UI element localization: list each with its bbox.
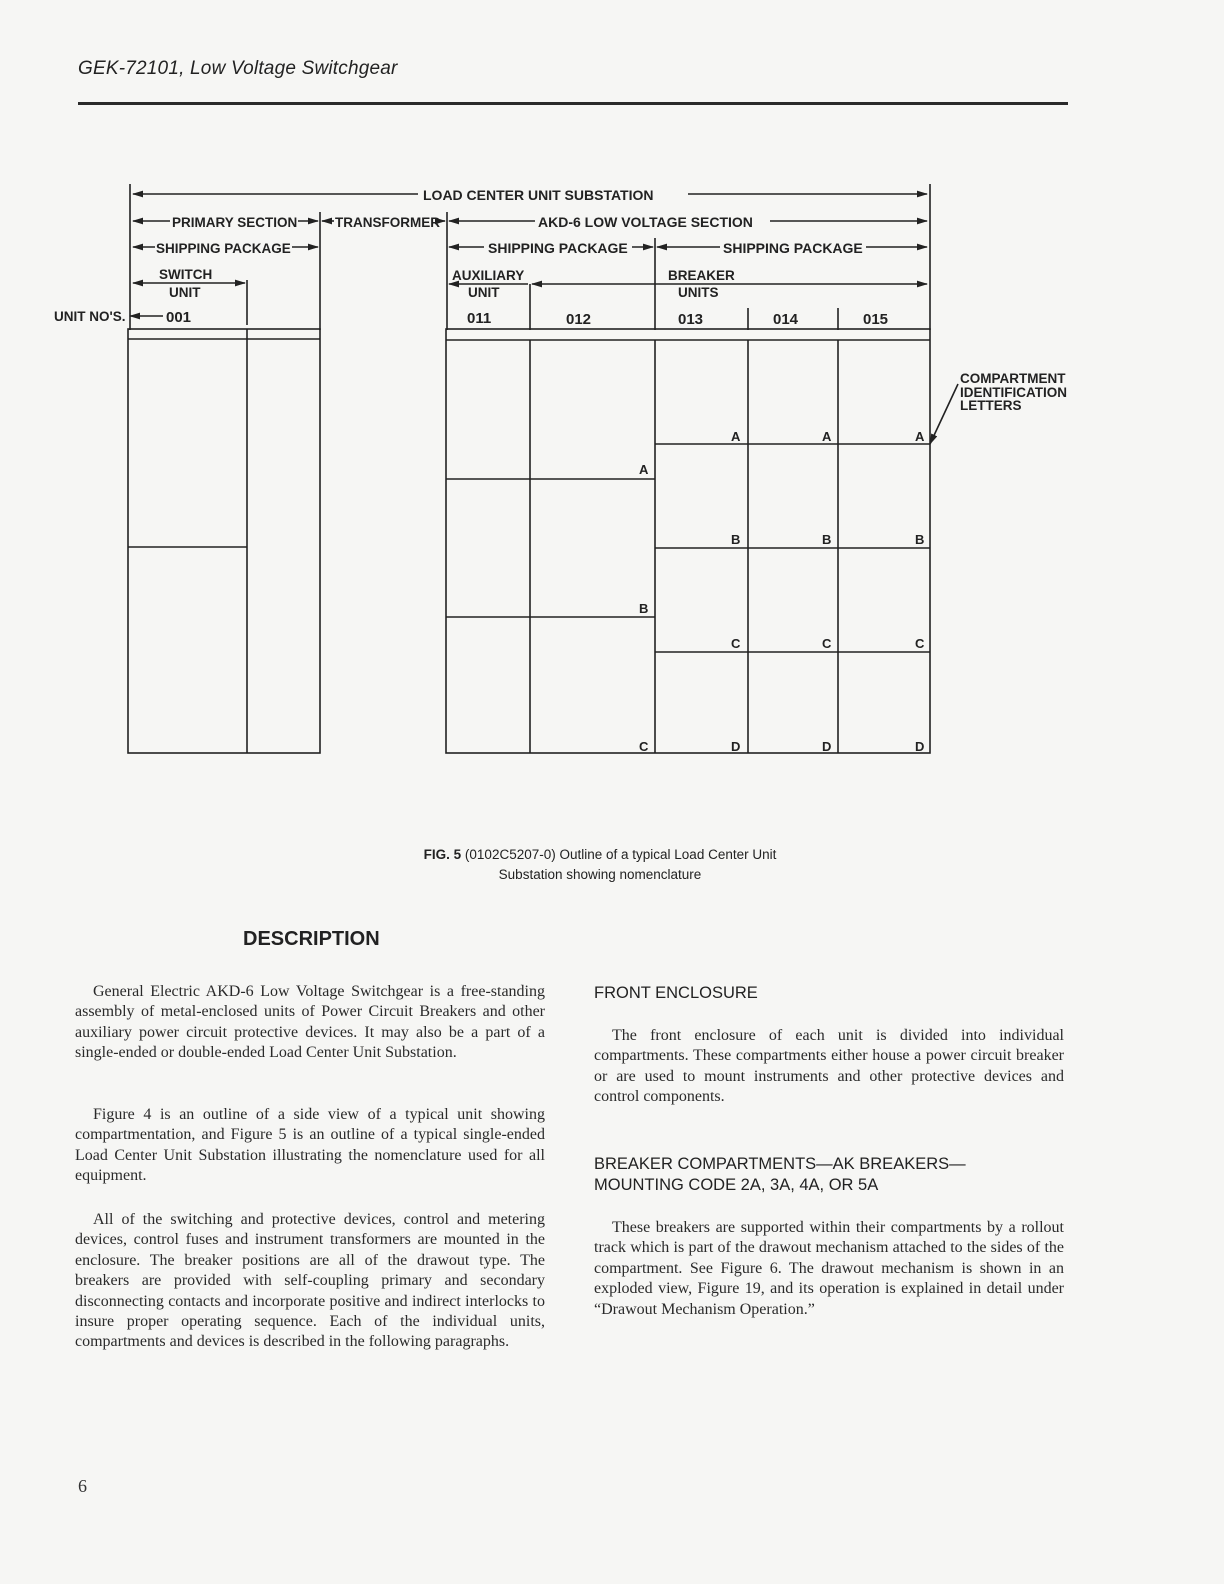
unit-nos-label: UNIT NO'S. <box>54 309 126 324</box>
primary-section-label: PRIMARY SECTION <box>172 215 298 230</box>
unit-no-011: 011 <box>467 310 492 327</box>
description-paragraph-1: General Electric AKD-6 Low Voltage Switchgear is a free-standing assembly of metal-enclosed units of Power Circuit Breakers and other auxiliary power circuit protective devices. It may also be a part of a single-ended or double-ended Load Center Unit Substation. <box>75 983 545 1062</box>
unit-no-012: 012 <box>566 311 592 328</box>
shipping-package-label-3: SHIPPING PACKAGE <box>723 240 863 256</box>
breaker-units-label-2: UNITS <box>678 285 719 300</box>
compartment-letter: C <box>731 636 741 651</box>
switch-unit-label-2: UNIT <box>169 285 201 300</box>
unit-no-014: 014 <box>773 311 799 328</box>
compartment-letter: C <box>639 739 649 754</box>
breaker-compartments-heading: BREAKER COMPARTMENTS—AK BREAKERS— MOUNTING CODE 2A, 3A, 4A, OR 5A <box>594 1155 966 1194</box>
breaker-units-label-1: BREAKER <box>668 268 735 283</box>
compartment-letter: C <box>822 636 832 651</box>
compartment-letter: A <box>639 462 649 477</box>
shipping-package-label-1: SHIPPING PACKAGE <box>156 241 291 256</box>
compartment-letter: A <box>731 429 741 444</box>
figure-caption <box>300 845 900 885</box>
description-paragraph-2: Figure 4 is an outline of a side view of a typical unit showing compartmentation, and Figure 5 is an outline of a typical single-ended Load Center Unit Substation illustrating the nomenclature used for all equipment. <box>75 1106 545 1185</box>
akd6-section-label: AKD-6 LOW VOLTAGE SECTION <box>538 214 753 230</box>
breaker-compartments-paragraph: These breakers are supported within their compartments by a rollout track which is part of the drawout mechanism attached to the sides of the compartment. See Figure 6. The drawout mechanism is shown in an exploded view, Figure 19, and its operation is explained in detail under “Drawout Mechanism Operation.” <box>594 1219 1064 1318</box>
compartment-letter: B <box>822 532 832 547</box>
unit-no-001: 001 <box>166 309 192 326</box>
unit-no-015: 015 <box>863 311 889 328</box>
unit-no-013: 013 <box>678 311 704 328</box>
description-paragraph-3: All of the switching and protective devices, control and metering devices, control fuses and instrument transformers are mounted in the enclosure. The breaker positions are all of the drawout type. The breakers are provided with self-coupling primary and secondary disconnecting contacts and incorporate positive and indirect interlocks to insure proper operating sequence. Each of the individual units, compartments and devices is described in the following paragraphs. <box>75 1211 545 1351</box>
load-center-label: LOAD CENTER UNIT SUBSTATION <box>423 187 654 203</box>
callout-line-1: COMPARTMENT <box>960 371 1066 386</box>
compartment-letter: B <box>639 601 649 616</box>
compartment-letter: A <box>915 429 925 444</box>
compartment-letter: A <box>822 429 832 444</box>
auxiliary-unit-label-2: UNIT <box>468 285 500 300</box>
compartment-letter: D <box>915 739 925 754</box>
compartment-letter: D <box>822 739 832 754</box>
running-header: GEK-72101, Low Voltage Switchgear <box>78 58 398 79</box>
compartment-letter: B <box>731 532 741 547</box>
figure-label: FIG. 5 <box>423 847 462 862</box>
front-enclosure-heading: FRONT ENCLOSURE <box>594 984 758 1002</box>
front-enclosure-paragraph: The front enclosure of each unit is divided into individual compartments. These compartments either house a power circuit breaker or are used to mount instruments and other protective devices and control components. <box>594 1027 1064 1106</box>
shipping-package-label-2: SHIPPING PACKAGE <box>488 240 628 256</box>
callout-line-2: IDENTIFICATION <box>960 385 1067 400</box>
callout-line-3: LETTERS <box>960 398 1022 413</box>
compartment-letter: D <box>731 739 741 754</box>
transformer-label: TRANSFORMER <box>335 215 440 230</box>
compartment-letter: C <box>915 636 925 651</box>
caption-line-2: Substation showing nomenclature <box>498 867 702 882</box>
caption-line-1: (0102C5207-0) Outline of a typical Load Center Unit <box>464 847 777 862</box>
auxiliary-unit-label-1: AUXILIARY <box>452 268 525 283</box>
compartment-letter: B <box>915 532 925 547</box>
description-heading: DESCRIPTION <box>243 928 380 950</box>
page-number: 6 <box>78 1476 87 1496</box>
switch-unit-label-1: SWITCH <box>159 267 213 282</box>
